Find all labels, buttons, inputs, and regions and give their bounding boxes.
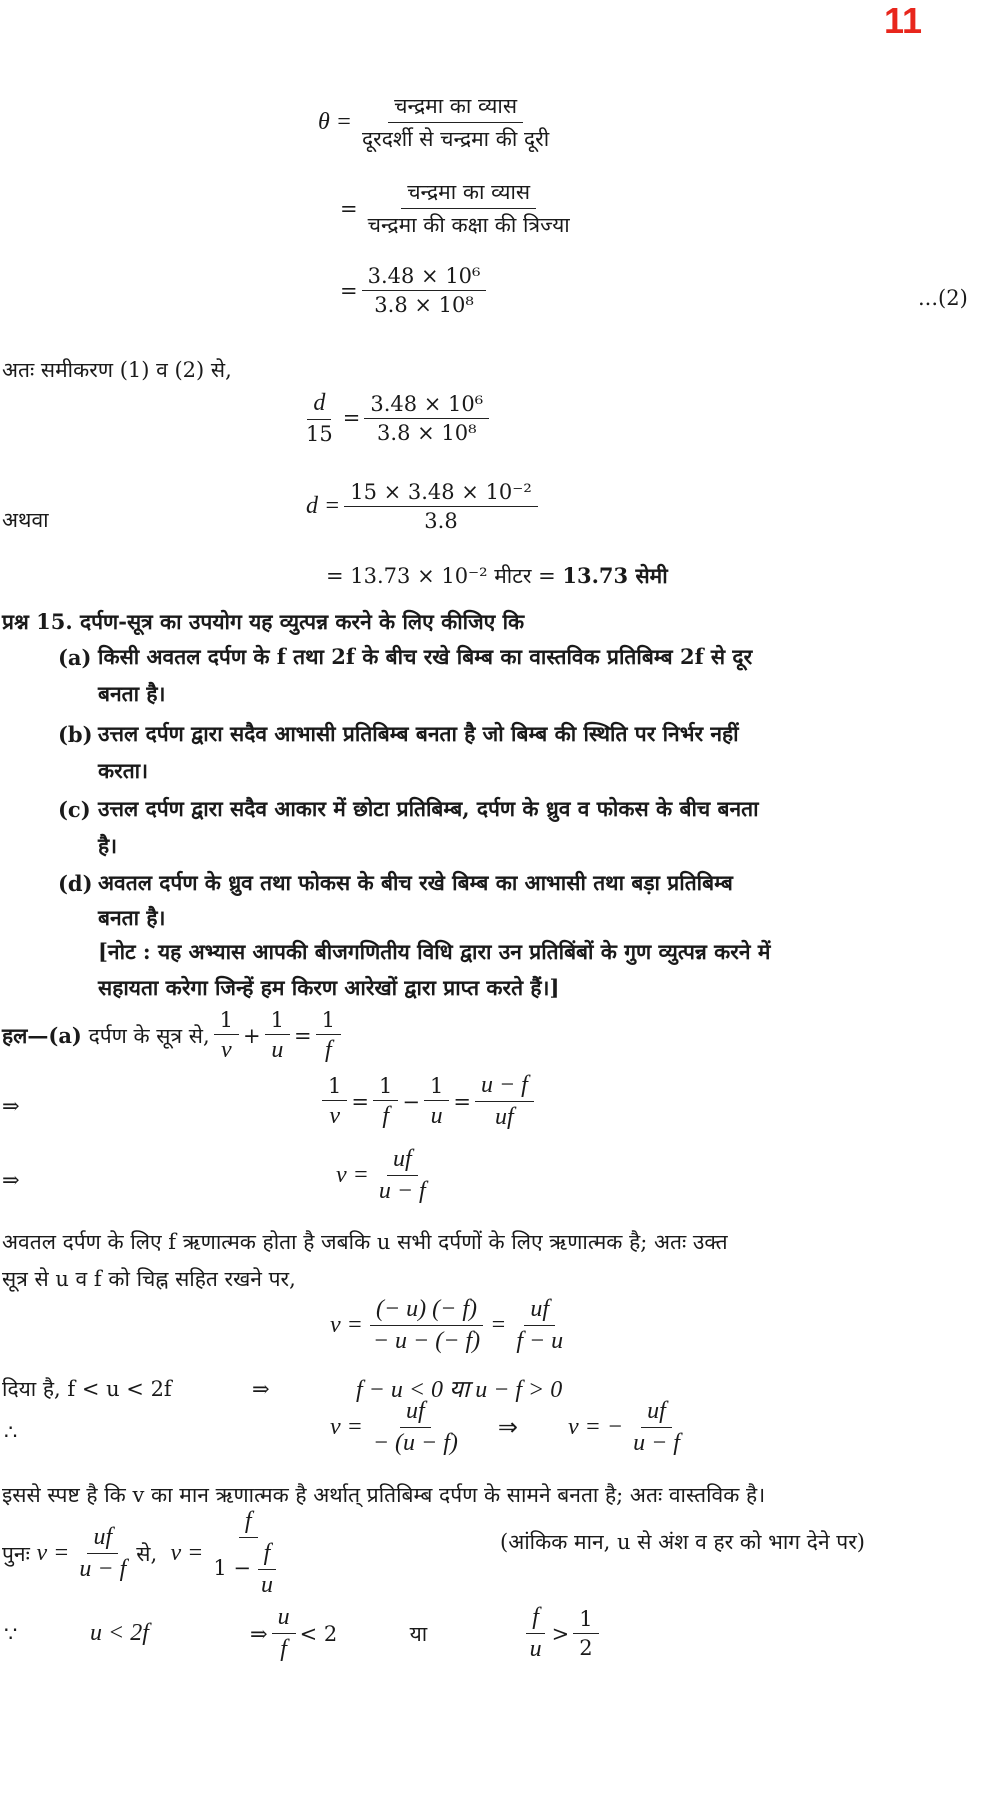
remark: (आंकिक मान, u से अंश व हर को भाग देने पर) xyxy=(500,1530,865,1554)
solution-line1 xyxy=(2,1008,345,1064)
v-lhs: v = xyxy=(336,1162,369,1188)
para-line1: अवतल दर्पण के लिए f ऋणात्मक होता है जबकि u सभी दर्पणों के लिए ऋणात्मक है; अतः उक्त xyxy=(2,1230,728,1254)
denominator: v xyxy=(329,1102,341,1129)
numerator: uf xyxy=(387,1146,418,1176)
denominator: f − u xyxy=(516,1328,564,1354)
denominator: u − f xyxy=(378,1178,426,1204)
denominator: v xyxy=(221,1037,232,1063)
fraction xyxy=(362,178,576,239)
numerator: f xyxy=(239,1508,258,1538)
part-label: (a) xyxy=(58,644,92,670)
denominator xyxy=(207,1538,289,1599)
minus: − xyxy=(402,1089,420,1114)
ya-label: या xyxy=(409,1621,428,1646)
equals: = xyxy=(453,1089,471,1114)
part-b-cont: करता। xyxy=(98,758,149,783)
condition: u < 2f xyxy=(90,1620,149,1646)
part-label: (c) xyxy=(58,796,91,822)
numerator: uf xyxy=(524,1296,555,1326)
numerator: 1 xyxy=(322,1074,347,1101)
condition-result: < 2 xyxy=(299,1621,338,1646)
theta-lhs: θ = xyxy=(318,109,352,135)
part-text: उत्तल दर्पण द्वारा सदैव आकार में छोटा प्रतिबिम्ब, दर्पण के ध्रुव व फोकस के बीच बनता xyxy=(98,796,759,821)
d-equation-2 xyxy=(306,480,542,533)
denominator: − (u − f) xyxy=(372,1430,458,1456)
equals: = xyxy=(294,1024,312,1048)
numerator: 1 xyxy=(265,1008,290,1035)
se-label: से, xyxy=(136,1541,158,1566)
again-label: पुनः xyxy=(2,1541,30,1566)
numerator: 15 × 3.48 × 10⁻² xyxy=(344,480,538,507)
because-line xyxy=(4,1604,603,1663)
greater-than: > xyxy=(551,1621,570,1646)
denominator: 2 xyxy=(579,1636,593,1660)
implies-symbol: ⇒ xyxy=(252,1376,270,1401)
part-text: किसी अवतल दर्पण के f तथा 2f के बीच रखे बिम्ब का वास्तविक प्रतिबिम्ब 2f से दूर xyxy=(98,644,753,669)
fraction xyxy=(316,1008,341,1064)
theta-eq-line1 xyxy=(318,92,559,153)
denominator: f xyxy=(382,1102,389,1129)
numerator: चन्द्रमा का व्यास xyxy=(388,92,523,123)
part-label: (d) xyxy=(58,870,93,896)
fraction xyxy=(364,392,489,445)
denominator: 3.8 × 10⁸ xyxy=(374,293,474,317)
numerator: uf xyxy=(641,1398,672,1428)
implies-symbol: ⇒ xyxy=(2,1168,20,1192)
denominator: uf xyxy=(495,1104,514,1130)
fraction xyxy=(367,1398,464,1457)
v-lhs: v = xyxy=(36,1540,70,1566)
numerator: 1 xyxy=(573,1607,598,1634)
page-number: 11 xyxy=(884,0,923,41)
fraction xyxy=(356,92,555,153)
part-b xyxy=(58,720,739,748)
numerator: 1 xyxy=(214,1008,239,1035)
result-value: 13.73 सेमी xyxy=(562,563,668,588)
eq-v-signed xyxy=(330,1296,573,1355)
part-d xyxy=(58,869,733,897)
fraction xyxy=(475,1072,534,1131)
result-line xyxy=(326,562,668,590)
denominator: u xyxy=(260,1572,273,1598)
d-lhs: d = xyxy=(306,493,341,519)
v-lhs: v = xyxy=(330,1414,363,1440)
numerator: uf xyxy=(87,1524,118,1554)
fraction xyxy=(524,1604,548,1663)
fraction xyxy=(362,264,487,317)
fraction xyxy=(207,1508,289,1599)
equals: = xyxy=(351,1089,369,1114)
denominator: f xyxy=(324,1037,332,1063)
equals: = xyxy=(340,278,358,303)
numerator: चन्द्रमा का व्यास xyxy=(401,178,536,209)
fraction xyxy=(424,1074,449,1130)
denominator: f xyxy=(280,1636,287,1662)
because-symbol: ∵ xyxy=(4,1621,18,1646)
given-text: दिया है, f < u < 2f xyxy=(2,1376,172,1401)
question-text: दर्पण-सूत्र का उपयोग यह व्युत्पन्न करने के लिए कीजिए कि xyxy=(79,609,525,634)
fraction xyxy=(322,1074,347,1130)
fraction xyxy=(300,390,339,446)
numerator: uf xyxy=(400,1398,431,1428)
fraction xyxy=(265,1008,290,1064)
numerator: (− u) (− f) xyxy=(370,1296,483,1326)
denominator: 3.8 × 10⁸ xyxy=(377,420,477,445)
fraction xyxy=(373,1146,432,1205)
part-d-cont: बनता है। xyxy=(98,905,166,930)
fraction xyxy=(510,1296,569,1355)
numerator: u xyxy=(272,1604,296,1634)
solution-intro: दर्पण के सूत्र से, xyxy=(88,1024,210,1048)
denominator: u xyxy=(271,1037,284,1063)
plus: + xyxy=(243,1024,261,1048)
part-text: अवतल दर्पण के ध्रुव तथा फोकस के बीच रखे बिम्ब का आभासी तथा बड़ा प्रतिबिम्ब xyxy=(98,870,733,895)
numerator: f xyxy=(258,1540,277,1570)
denominator: u − f xyxy=(633,1430,680,1456)
question-line xyxy=(2,608,524,636)
v-lhs: v = − xyxy=(568,1414,624,1440)
denominator: u xyxy=(430,1102,443,1129)
numerator: 1 xyxy=(316,1008,341,1035)
numerator: 3.48 × 10⁶ xyxy=(364,392,489,419)
result-text: = 13.73 × 10⁻² मीटर = xyxy=(326,564,556,588)
eq-v-neg xyxy=(330,1398,690,1457)
equation-tag: ...(2) xyxy=(918,286,968,310)
part-text: उत्तल दर्पण द्वारा सदैव आभासी प्रतिबिम्ब बनता है जो बिम्ब की स्थिति पर निर्भर नहीं xyxy=(98,721,739,746)
v-lhs: v = xyxy=(330,1312,363,1338)
equals: = xyxy=(342,406,361,430)
denominator: दूरदर्शी से चन्द्रमा की दूरी xyxy=(361,127,550,151)
denominator: 15 xyxy=(306,422,333,446)
eq-v xyxy=(336,1146,436,1205)
part-c-cont: है। xyxy=(98,833,118,858)
part-label: (b) xyxy=(58,721,93,747)
fraction xyxy=(373,1074,398,1130)
denominator: चन्द्रमा की कक्षा की त्रिज्या xyxy=(367,213,570,237)
para-line2: सूत्र से u व f को चिह्न सहित रखने पर, xyxy=(2,1267,296,1291)
denominator: u xyxy=(529,1636,542,1662)
numerator: 3.48 × 10⁶ xyxy=(362,264,487,291)
implies-symbol: ⇒ xyxy=(497,1415,519,1441)
fraction xyxy=(573,1607,598,1660)
therefore-symbol: ∴ xyxy=(4,1420,18,1444)
implies-symbol: ⇒ xyxy=(2,1094,20,1118)
fraction xyxy=(73,1524,132,1583)
from-equations: अतः समीकरण (1) व (2) से, xyxy=(2,358,232,382)
given-result: f − u < 0 या u − f > 0 xyxy=(356,1377,563,1403)
eq-1-over-v xyxy=(318,1072,538,1131)
fraction xyxy=(214,1008,239,1064)
conclusion-line: इससे स्पष्ट है कि v का मान ऋणात्मक है अर्थात् प्रतिबिम्ब दर्पण के सामने बनता है; अतः वास्तविक है। xyxy=(2,1483,766,1507)
numerator: d xyxy=(307,390,331,420)
v-lhs: v = xyxy=(170,1540,204,1566)
equals: = xyxy=(340,196,358,221)
athva-label: अथवा xyxy=(2,508,49,532)
question-label: प्रश्न 15. xyxy=(2,609,73,634)
fraction xyxy=(255,1540,279,1599)
fraction xyxy=(344,480,538,533)
again-line xyxy=(2,1508,293,1599)
numerator: 1 xyxy=(373,1074,398,1101)
d-equation xyxy=(296,390,493,446)
fraction xyxy=(367,1296,486,1355)
part-a-cont: बनता है। xyxy=(98,681,166,706)
one-minus: 1 − xyxy=(213,1556,251,1580)
part-c xyxy=(58,795,759,823)
numerator: u − f xyxy=(475,1072,534,1102)
solution-label: हल—(a) xyxy=(2,1023,82,1048)
denominator: 3.8 xyxy=(424,509,458,533)
note-line1: [नोट : यह अभ्यास आपकी बीजगणितीय विधि द्वारा उन प्रतिबिंबों के गुण व्युत्पन्न करने में xyxy=(98,939,771,964)
theta-eq-line2 xyxy=(340,178,580,239)
fraction xyxy=(627,1398,686,1457)
numerator: f xyxy=(526,1604,545,1634)
denominator: u − f xyxy=(79,1556,127,1582)
denominator: − u − (− f) xyxy=(372,1328,481,1354)
part-a xyxy=(58,643,752,671)
implies-symbol: ⇒ xyxy=(250,1621,268,1646)
numerator: 1 xyxy=(424,1074,449,1101)
fraction xyxy=(272,1604,296,1663)
note-line2: सहायता करेगा जिन्हें हम किरण आरेखों द्वारा प्राप्त करते हैं।] xyxy=(98,975,560,1000)
theta-eq-line3 xyxy=(340,264,490,317)
equals: = xyxy=(490,1312,507,1338)
